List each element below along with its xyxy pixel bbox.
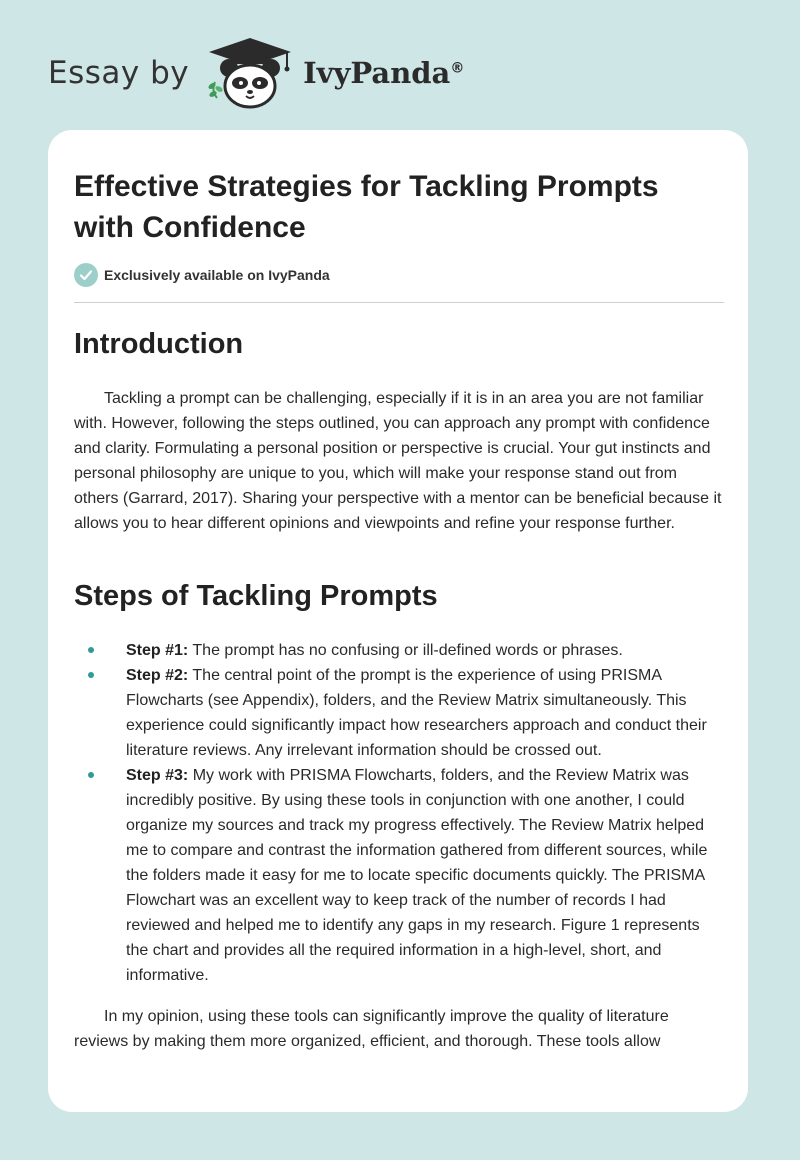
check-circle-icon bbox=[74, 263, 98, 287]
closing-paragraph: In my opinion, using these tools can significantly improve the quality of literature reviews by making them more organized, efficient, and thorough. These tools allow bbox=[74, 1008, 669, 1050]
step-label: Step #2: bbox=[126, 667, 189, 684]
step-text: The central point of the prompt is the experience of using PRISMA Flowcharts (see Appendix), folders, and the Review Matrix simultaneously. This experience could significantly impact how researchers approach and conduct their literature reviews. Any irrelevant information should be crossed out. bbox=[126, 667, 707, 759]
site-header bbox=[48, 36, 464, 110]
step-label: Step #3: bbox=[126, 767, 189, 784]
step-label: Step #1: bbox=[126, 642, 189, 659]
list-item-step-1 bbox=[74, 638, 724, 663]
list-item-step-3 bbox=[74, 763, 724, 988]
exclusive-badge-label: Exclusively available on IvyPanda bbox=[104, 267, 330, 283]
brand-name[interactable]: IvyPanda® bbox=[303, 56, 465, 90]
bullet-icon bbox=[88, 772, 94, 778]
divider bbox=[74, 302, 724, 303]
section-heading-introduction: Introduction bbox=[74, 328, 244, 360]
steps-list bbox=[74, 638, 724, 988]
introduction-paragraph: Tackling a prompt can be challenging, especially if it is in an area you are not familiar with. However, following the steps outlined, you can approach any prompt with confidence and clarity. Formulating a personal position or perspective is crucial. Your gut instincts and personal philosophy are unique to you, which will make your response stand out from others (Garrard, 2017). Sharing your perspective with a mentor can be beneficial because it allows you to hear different opinions and viewpoints and refine your response further. bbox=[74, 390, 722, 532]
exclusive-badge bbox=[74, 263, 330, 287]
page-title: Effective Strategies for Tackling Prompts with Confidence bbox=[74, 170, 659, 244]
section-heading-steps: Steps of Tackling Prompts bbox=[74, 580, 438, 612]
step-text: My work with PRISMA Flowcharts, folders, and the Review Matrix was incredibly positive. By using these tools in conjunction with one another, I could organize my sources and track my progress effectively. The Review Matrix helped me to compare and contrast the information gathered from different sources, while the folders made it easy for me to locate specific documents quickly. The PRISMA Flowchart was an excellent way to keep track of the number of records I had reviewed and helped me to identify any gaps in my research. Figure 1 represents the chart and provides all the required information in a high-level, short, and informative. bbox=[126, 767, 708, 984]
list-item-step-2 bbox=[74, 663, 724, 763]
registered-mark: ® bbox=[450, 60, 465, 77]
bullet-icon bbox=[88, 647, 94, 653]
panda-logo-icon[interactable] bbox=[203, 36, 297, 110]
essay-card bbox=[48, 130, 748, 1112]
bullet-icon bbox=[88, 672, 94, 678]
step-text: The prompt has no confusing or ill-defined words or phrases. bbox=[192, 642, 623, 659]
essay-by-label: Essay by bbox=[48, 55, 190, 91]
